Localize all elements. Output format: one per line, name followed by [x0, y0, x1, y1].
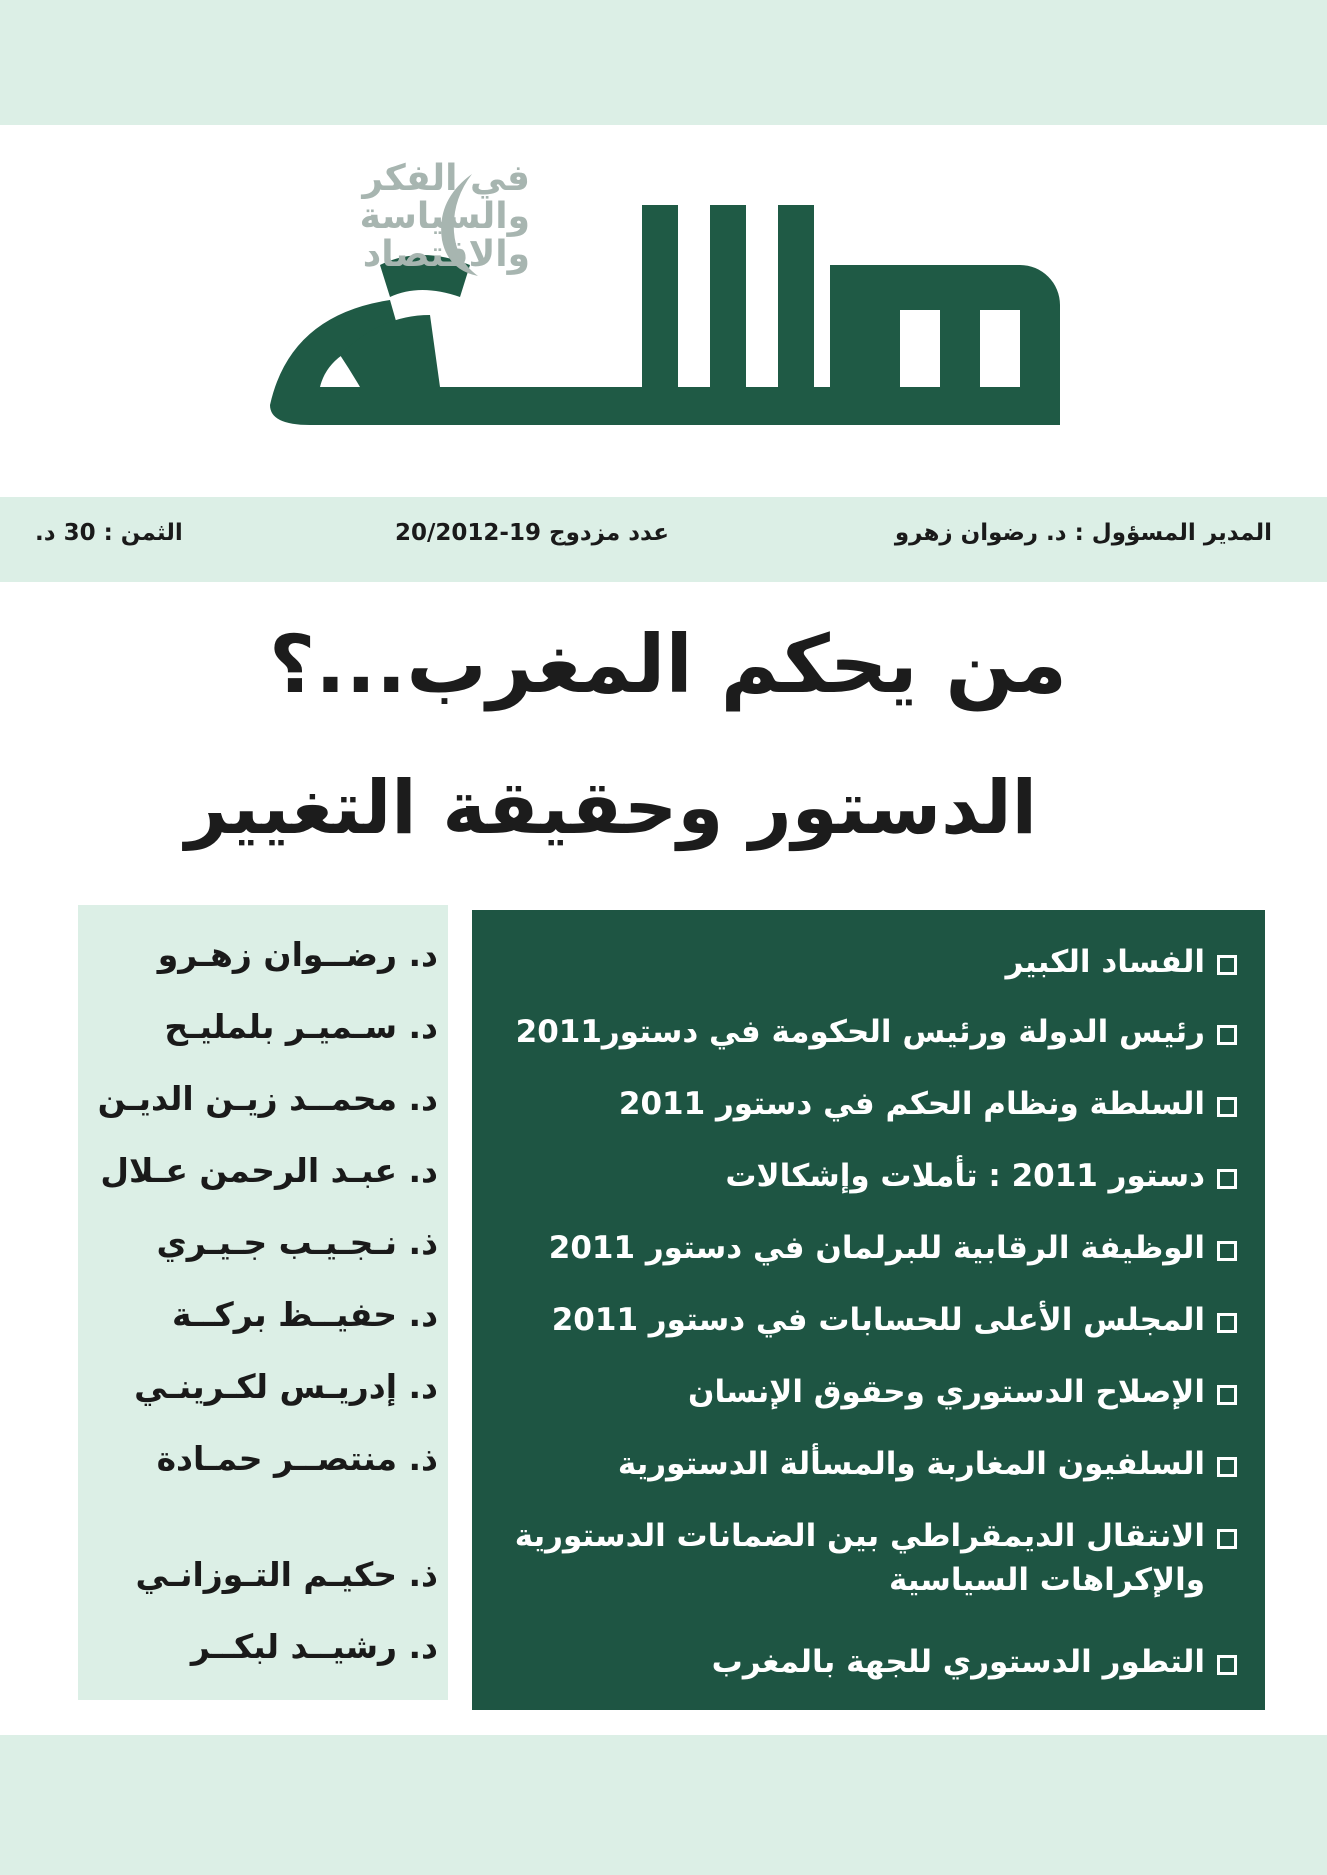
article-item: [477, 1370, 1237, 1414]
article-item: [477, 1082, 1237, 1126]
article-item: [477, 1514, 1237, 1602]
article-title: الفساد الكبير: [1005, 944, 1205, 980]
article-item: [477, 1442, 1237, 1486]
square-bullet-icon: [1217, 1529, 1237, 1549]
author-item: ذ. نـجـيـب جـيـري: [156, 1223, 438, 1262]
article-title: السلطة ونظام الحكم في دستور 2011: [618, 1086, 1205, 1122]
sub-headline: الدستور وحقيقة التغيير: [185, 765, 1037, 851]
author-item: ذ. حكيـم التـوزانـي: [135, 1555, 438, 1594]
square-bullet-icon: [1217, 1097, 1237, 1117]
article-title: الوظيفة الرقابية للبرلمان في دستور 2011: [548, 1230, 1205, 1266]
square-bullet-icon: [1217, 1169, 1237, 1189]
square-bullet-icon: [1217, 1241, 1237, 1261]
tagline-line-3: والاقتصاد: [362, 234, 530, 275]
square-bullet-icon: [1217, 1655, 1237, 1675]
price-label: الثمن : 30 د.: [35, 520, 183, 546]
article-title: الانتقال الديمقراطي بين الضمانات الدستورية والإكراهات السياسية: [514, 1518, 1205, 1598]
article-title: المجلس الأعلى للحسابات في دستور 2011: [551, 1302, 1205, 1338]
author-item: د. إدريـس لكـرينـي: [134, 1367, 438, 1406]
article-title: رئيس الدولة ورئيس الحكومة في دستور2011: [515, 1014, 1205, 1050]
author-item: د. سـميـر بلمليـح: [164, 1007, 438, 1046]
article-title: دستور 2011 : تأملات وإشكالات: [725, 1158, 1205, 1194]
logo-tagline: [270, 160, 530, 274]
author-item: د. محمــد زيـن الديـن: [97, 1079, 438, 1118]
main-headline: من يحكم المغرب...؟: [268, 618, 1067, 711]
author-item: د. رشيــد لبكــر: [190, 1627, 438, 1666]
author-item: د. حفيــظ بركــة: [171, 1295, 438, 1334]
article-title: السلفيون المغاربة والمسألة الدستورية: [617, 1446, 1205, 1482]
author-item: د. عبـد الرحمن عـلال: [100, 1151, 438, 1190]
author-item: ذ. منتصــر حمـادة: [156, 1439, 438, 1478]
tagline-line-2: والسياسة: [359, 196, 530, 237]
article-item: [477, 1640, 1237, 1684]
top-band: [0, 0, 1327, 125]
article-item: [477, 1010, 1237, 1054]
authors-panel: [78, 905, 448, 1700]
director-label: المدير المسؤول : د. رضوان زهرو: [894, 520, 1272, 546]
square-bullet-icon: [1217, 1457, 1237, 1477]
author-item: د. رضــوان زهـرو: [157, 935, 438, 974]
article-title: التطور الدستوري للجهة بالمغرب: [711, 1644, 1205, 1680]
issue-label: عدد مزدوج 19-20/2012: [395, 520, 670, 546]
article-title: الإصلاح الدستوري وحقوق الإنسان: [688, 1374, 1205, 1410]
article-item: [477, 940, 1237, 984]
square-bullet-icon: [1217, 1313, 1237, 1333]
bottom-band: [0, 1735, 1327, 1875]
square-bullet-icon: [1217, 1385, 1237, 1405]
tagline-line-1: في الفكر: [362, 158, 530, 199]
article-item: [477, 1154, 1237, 1198]
square-bullet-icon: [1217, 1025, 1237, 1045]
square-bullet-icon: [1217, 955, 1237, 975]
article-item: [477, 1298, 1237, 1342]
article-item: [477, 1226, 1237, 1270]
articles-panel: [472, 910, 1265, 1710]
